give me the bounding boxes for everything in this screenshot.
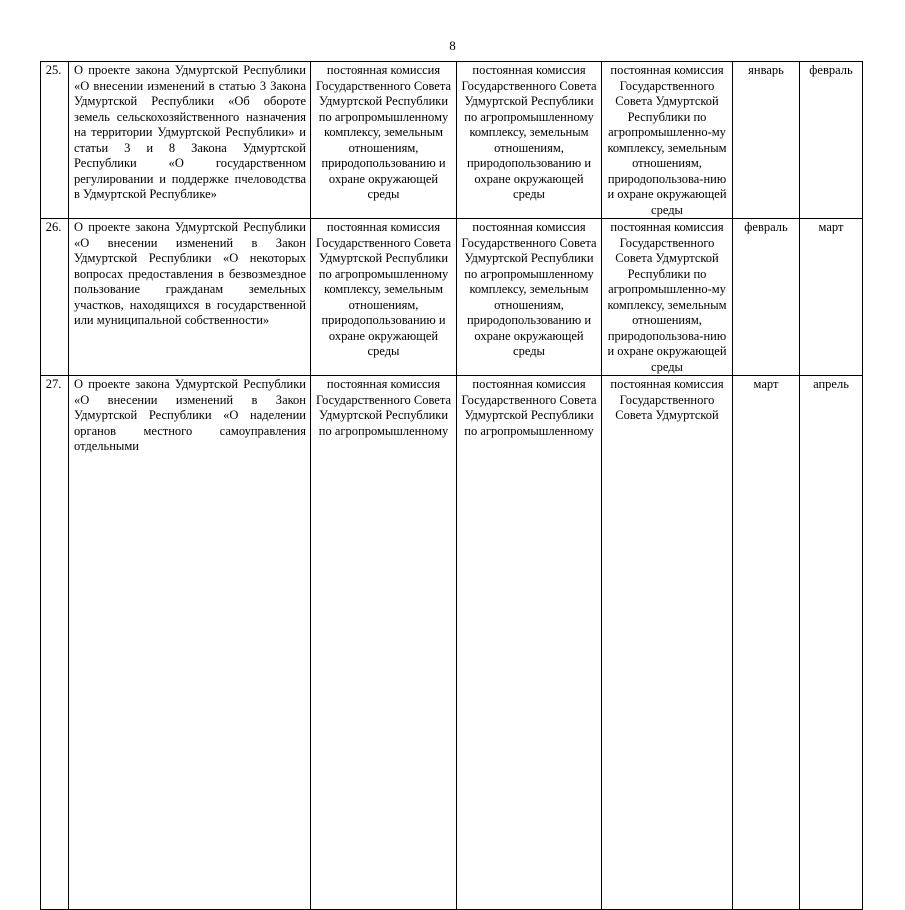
preparing-committee: постоянная комиссия Государственного Совета Удмуртской Республики по агропромышленному комплексу, земельным отношениям, природопользованию и охране окружающей среды [457, 62, 602, 219]
end-month: февраль [800, 62, 863, 219]
preparing-committee: постоянная комиссия Государственного Совета Удмуртской Республики по агропромышленному комплексу, земельным отношениям, природопользованию и охране окружающей среды [457, 219, 602, 376]
responsible-committee: постоянная комиссия Государственного Совета Удмуртской Республики по агропромышленному комплексу, земельным отношениям, природопользованию и охране окружающей среды [311, 219, 457, 376]
plan-table [40, 61, 863, 910]
end-month: апрель [800, 376, 863, 910]
row-number: 26. [41, 219, 69, 376]
end-month: март [800, 219, 863, 376]
bill-title: О проекте закона Удмуртской Республики «О внесении изменений в Закон Удмуртской Республики «О некоторых вопросах предоставления в безвозмездное пользование гражданам земельных участков, находящихся в государственной или муниципальной собственности» [69, 219, 311, 376]
row-number: 27. [41, 376, 69, 910]
table-row [41, 62, 863, 219]
bill-title: О проекте закона Удмуртской Республики «О внесении изменений в статью 3 Закона Удмуртской Республики «Об обороте земель сельскохозяйственного назначения на территории Удмуртской Республики» и статьи 3 и 8 Закона Удмуртской Республики «О государственном регулировании и поддержке пчеловодства в Удмуртской Республике» [69, 62, 311, 219]
reviewing-committee: постоянная комиссия Государственного Совета Удмуртской Республики по агропромышленно-му комплексу, земельным отношениям, природопользова-нию и охране окружающей среды [602, 62, 733, 219]
responsible-committee: постоянная комиссия Государственного Совета Удмуртской Республики по агропромышленному комплексу, земельным отношениям, природопользованию и охране окружающей среды [311, 62, 457, 219]
table-row [41, 376, 863, 910]
reviewing-committee: постоянная комиссия Государственного Совета Удмуртской Республики по агропромышленно-му комплексу, земельным отношениям, природопользова-нию и охране окружающей среды [602, 219, 733, 376]
start-month: февраль [733, 219, 800, 376]
row-number: 25. [41, 62, 69, 219]
bill-title: О проекте закона Удмуртской Республики «О внесении изменений в Закон Удмуртской Республики «О наделении органов местного самоуправления отдельными [69, 376, 311, 910]
preparing-committee: постоянная комиссия Государственного Совета Удмуртской Республики по агропромышленному [457, 376, 602, 910]
page-number: 8 [449, 38, 456, 53]
table-row [41, 219, 863, 376]
start-month: март [733, 376, 800, 910]
responsible-committee: постоянная комиссия Государственного Совета Удмуртской Республики по агропромышленному [311, 376, 457, 910]
reviewing-committee: постоянная комиссия Государственного Совета Удмуртской [602, 376, 733, 910]
start-month: январь [733, 62, 800, 219]
